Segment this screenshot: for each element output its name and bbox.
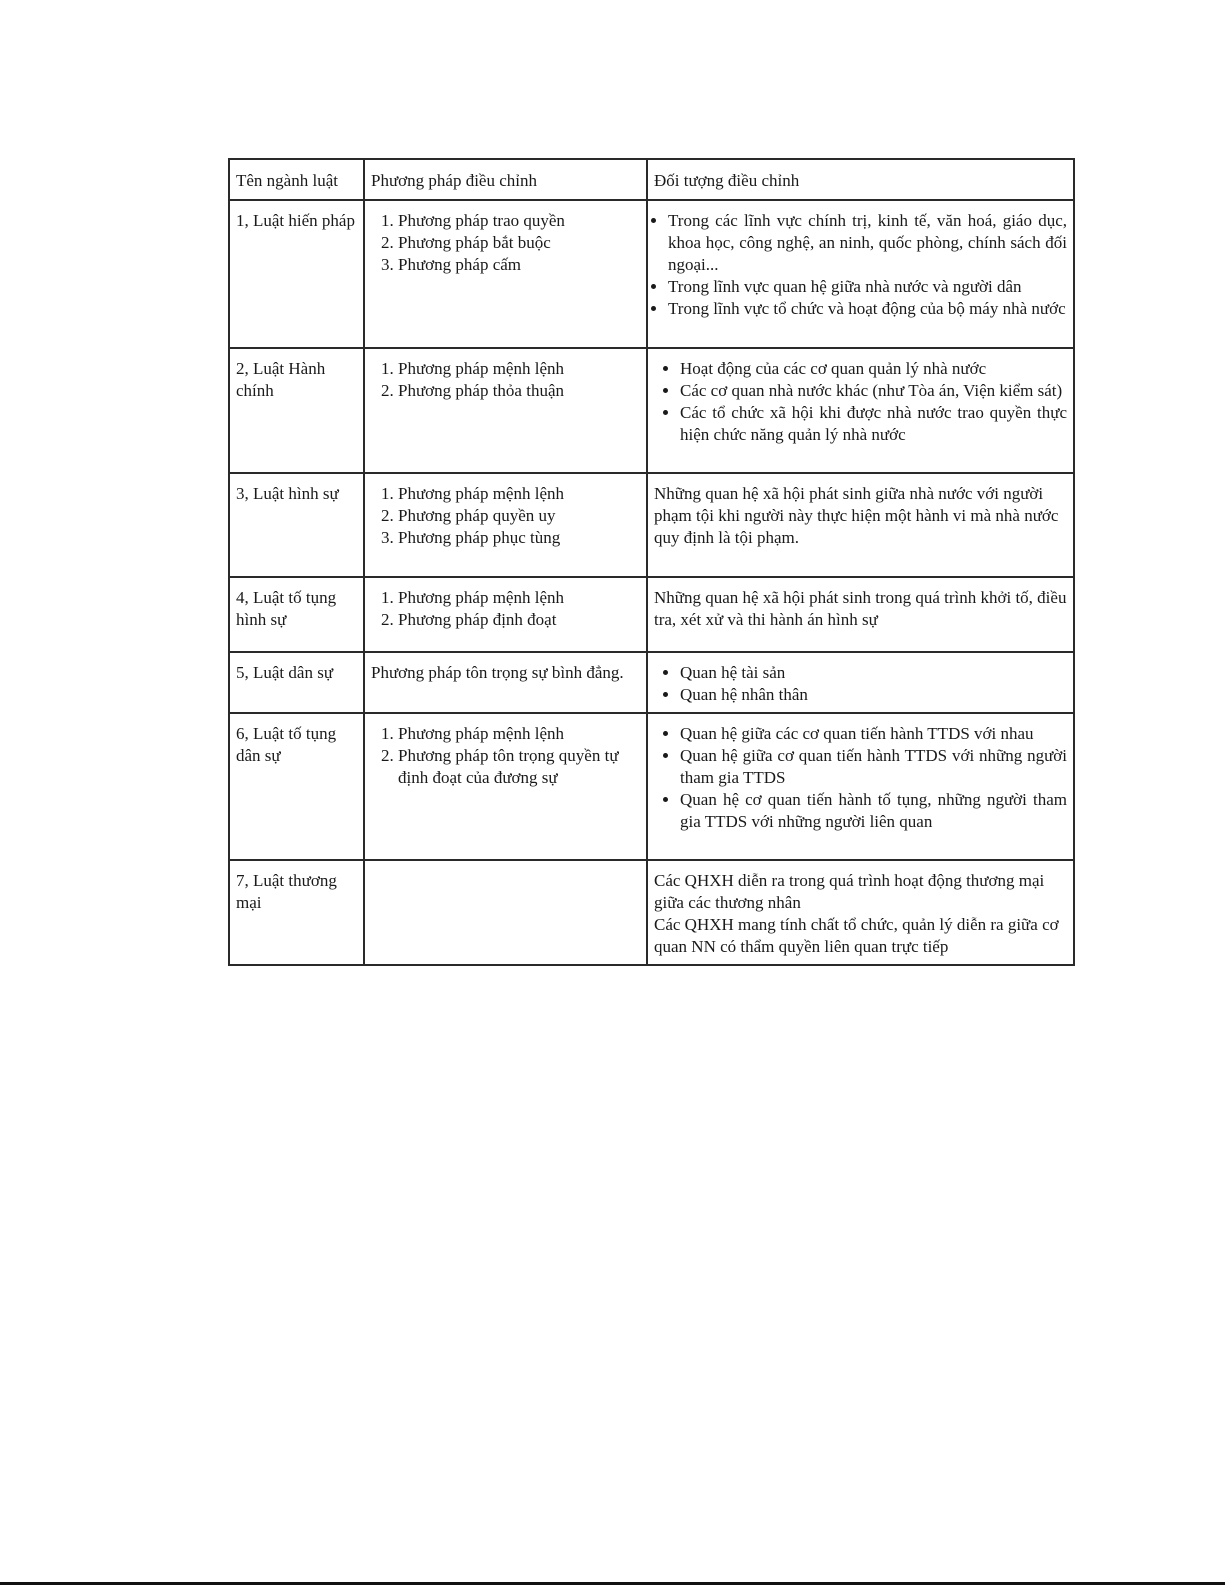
- method-list: [371, 483, 640, 549]
- subject-cell: [647, 652, 1074, 713]
- method-list: [371, 358, 640, 402]
- law-name-cell: 2, Luật Hành chính: [229, 348, 364, 473]
- law-name-cell: 5, Luật dân sự: [229, 652, 364, 713]
- subject-line: Các QHXH diễn ra trong quá trình hoạt động thương mại giữa các thương nhân: [654, 871, 1045, 912]
- subject-cell: Những quan hệ xã hội phát sinh giữa nhà nước với người phạm tội khi người này thực hiện một hành vi mà nhà nước quy định là tội phạm.: [647, 473, 1074, 577]
- list-item: 1. Phương pháp trao quyền: [398, 210, 640, 232]
- list-item: • Hoạt động của các cơ quan quản lý nhà nước: [680, 358, 1067, 380]
- list-item: 2. Phương pháp bắt buộc: [398, 232, 640, 254]
- subject-cell: [647, 348, 1074, 473]
- list-item: • Trong lĩnh vực quan hệ giữa nhà nước và người dân: [668, 276, 1067, 298]
- header-subject: Đối tượng điều chỉnh: [647, 159, 1074, 200]
- header-law-name: Tên ngành luật: [229, 159, 364, 200]
- table-row: [229, 652, 1074, 713]
- list-item: • Quan hệ nhân thân: [680, 684, 1067, 706]
- list-item: • Quan hệ giữa các cơ quan tiến hành TTDS với nhau: [680, 723, 1067, 745]
- header-method: Phương pháp điều chỉnh: [364, 159, 647, 200]
- subject-cell: [647, 713, 1074, 860]
- table-row: [229, 577, 1074, 652]
- subject-list: [654, 210, 1067, 320]
- method-cell: [364, 348, 647, 473]
- method-cell: [364, 473, 647, 577]
- method-cell: [364, 577, 647, 652]
- method-cell: [364, 860, 647, 965]
- method-cell: [364, 713, 647, 860]
- law-name-cell: 1, Luật hiến pháp: [229, 200, 364, 348]
- list-item: • Quan hệ giữa cơ quan tiến hành TTDS với những người tham gia TTDS: [680, 745, 1067, 789]
- table-row: [229, 200, 1074, 348]
- table-row: [229, 348, 1074, 473]
- table-row: [229, 473, 1074, 577]
- list-item: 1. Phương pháp mệnh lệnh: [398, 483, 640, 505]
- subject-list: [654, 662, 1067, 706]
- list-item: 1. Phương pháp mệnh lệnh: [398, 587, 640, 609]
- list-item: 1. Phương pháp mệnh lệnh: [398, 723, 640, 745]
- subject-cell: Những quan hệ xã hội phát sinh trong quá trình khởi tố, điều tra, xét xử và thi hành án hình sự: [647, 577, 1074, 652]
- list-item: • Các cơ quan nhà nước khác (như Tòa án, Viện kiểm sát): [680, 380, 1067, 402]
- table-row: [229, 713, 1074, 860]
- method-list: [371, 210, 640, 276]
- subject-cell: [647, 860, 1074, 965]
- subject-line: Các QHXH mang tính chất tổ chức, quản lý diễn ra giữa cơ quan NN có thẩm quyền liên quan trực tiếp: [654, 915, 1059, 956]
- law-name-cell: 3, Luật hình sự: [229, 473, 364, 577]
- list-item: 2. Phương pháp quyền uy: [398, 505, 640, 527]
- list-item: 3. Phương pháp cấm: [398, 254, 640, 276]
- list-item: • Trong lĩnh vực tổ chức và hoạt động của bộ máy nhà nước: [668, 298, 1067, 320]
- subject-list: [654, 723, 1067, 833]
- method-cell: Phương pháp tôn trọng sự bình đẳng.: [364, 652, 647, 713]
- list-item: • Các tổ chức xã hội khi được nhà nước trao quyền thực hiện chức năng quản lý nhà nước: [680, 402, 1067, 446]
- list-item: 2. Phương pháp định đoạt: [398, 609, 640, 631]
- subject-cell: [647, 200, 1074, 348]
- list-item: • Quan hệ tài sản: [680, 662, 1067, 684]
- table-row: [229, 860, 1074, 965]
- method-cell: [364, 200, 647, 348]
- list-item: 2. Phương pháp tôn trọng quyền tự định đoạt của đương sự: [398, 745, 640, 789]
- method-list: [371, 587, 640, 631]
- list-item: • Trong các lĩnh vực chính trị, kinh tế, văn hoá, giáo dục, khoa học, công nghệ, an ninh, quốc phòng, chính sách đối ngoại...: [668, 210, 1067, 276]
- table-header-row: [229, 159, 1074, 200]
- law-name-cell: 4, Luật tố tụng hình sự: [229, 577, 364, 652]
- list-item: • Quan hệ cơ quan tiến hành tố tụng, những người tham gia TTDS với những người liên quan: [680, 789, 1067, 833]
- law-name-cell: 7, Luật thương mại: [229, 860, 364, 965]
- law-comparison-table: [228, 158, 1075, 966]
- method-list: [371, 723, 640, 789]
- list-item: 2. Phương pháp thỏa thuận: [398, 380, 640, 402]
- law-name-cell: 6, Luật tố tụng dân sự: [229, 713, 364, 860]
- subject-list: [654, 358, 1067, 446]
- list-item: 3. Phương pháp phục tùng: [398, 527, 640, 549]
- list-item: 1. Phương pháp mệnh lệnh: [398, 358, 640, 380]
